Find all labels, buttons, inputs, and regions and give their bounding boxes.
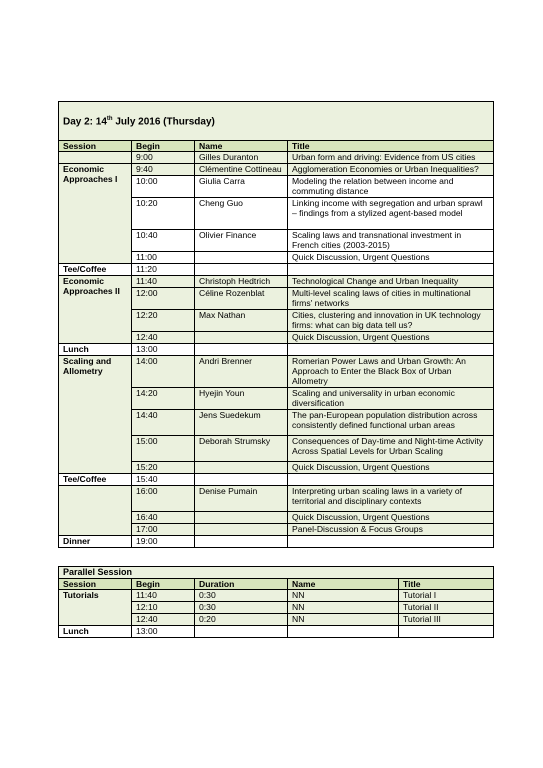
name-cell: Clémentine Cottineau <box>195 164 288 176</box>
begin-cell: 15:00 <box>132 436 195 462</box>
title-cell <box>288 474 494 486</box>
name-cell: NN <box>288 614 399 626</box>
name-cell: Cheng Guo <box>195 198 288 230</box>
table-row <box>59 164 494 176</box>
title-cell: Romerian Power Laws and Urban Growth: An Approach to Enter the Black Box of Urban Allometry <box>288 356 494 388</box>
begin-cell: 15:40 <box>132 474 195 486</box>
begin-cell: 9:40 <box>132 164 195 176</box>
begin-cell: 17:00 <box>132 524 195 536</box>
header-name: Name <box>288 579 399 590</box>
header-title: Title <box>288 141 494 152</box>
begin-cell: 10:20 <box>132 198 195 230</box>
duration-cell: 0:20 <box>195 614 288 626</box>
begin-cell: 12:40 <box>132 332 195 344</box>
name-cell: Denise Pumain <box>195 486 288 512</box>
session-cell <box>59 152 132 164</box>
begin-cell: 12:20 <box>132 310 195 332</box>
title-cell: Linking income with segregation and urban sprawl – findings from a stylized agent-based model <box>288 198 494 230</box>
title-cell: Tutorial I <box>399 590 494 602</box>
table-row <box>59 590 494 602</box>
table-row <box>59 276 494 288</box>
parallel-title: Parallel Session <box>59 567 494 579</box>
day-heading-sup: th <box>106 116 113 123</box>
table-row <box>59 486 494 512</box>
begin-cell: 11:40 <box>132 276 195 288</box>
session-cell: Tee/Coffee <box>59 474 132 486</box>
table-row <box>59 152 494 164</box>
name-cell <box>195 536 288 548</box>
header-session: Session <box>59 579 132 590</box>
day-heading <box>59 102 494 141</box>
session-cell: Tutorials <box>59 590 132 626</box>
session-cell: Lunch <box>59 344 132 356</box>
parallel-session-table <box>58 566 494 638</box>
header-name: Name <box>195 141 288 152</box>
day-2-schedule-table <box>58 101 494 548</box>
begin-cell: 12:40 <box>132 614 195 626</box>
title-cell <box>288 536 494 548</box>
title-cell: Quick Discussion, Urgent Questions <box>288 512 494 524</box>
begin-cell: 14:40 <box>132 410 195 436</box>
parallel-header-row <box>59 579 494 590</box>
session-cell: Scaling and Allometry <box>59 356 132 474</box>
title-cell: Agglomeration Economies or Urban Inequalities? <box>288 164 494 176</box>
name-cell: Olivier Finance <box>195 230 288 252</box>
title-cell: Cities, clustering and innovation in UK technology firms: what can big data tell us? <box>288 310 494 332</box>
name-cell <box>195 344 288 356</box>
begin-cell: 10:00 <box>132 176 195 198</box>
name-cell: Andri Brenner <box>195 356 288 388</box>
title-cell: Tutorial III <box>399 614 494 626</box>
session-cell: Tee/Coffee <box>59 264 132 276</box>
title-cell: Multi-level scaling laws of cities in multinational firms' networks <box>288 288 494 310</box>
session-cell <box>59 486 132 536</box>
session-cell: Economic Approaches II <box>59 276 132 344</box>
name-cell: Jens Suedekum <box>195 410 288 436</box>
title-cell: Quick Discussion, Urgent Questions <box>288 332 494 344</box>
name-cell: Gilles Duranton <box>195 152 288 164</box>
title-cell: Modeling the relation between income and commuting distance <box>288 176 494 198</box>
day-heading-prefix: Day 2: 14 <box>63 116 107 128</box>
title-cell: Panel-Discussion & Focus Groups <box>288 524 494 536</box>
title-cell: Quick Discussion, Urgent Questions <box>288 462 494 474</box>
header-session: Session <box>59 141 132 152</box>
title-cell: Urban form and driving: Evidence from US cities <box>288 152 494 164</box>
header-duration: Duration <box>195 579 288 590</box>
begin-cell: 15:20 <box>132 462 195 474</box>
begin-cell: 9:00 <box>132 152 195 164</box>
name-cell: NN <box>288 602 399 614</box>
name-cell <box>195 512 288 524</box>
title-cell <box>399 626 494 638</box>
name-cell: Deborah Strumsky <box>195 436 288 462</box>
table-row <box>59 344 494 356</box>
begin-cell: 12:00 <box>132 288 195 310</box>
title-cell <box>288 344 494 356</box>
begin-cell: 13:00 <box>132 626 195 638</box>
begin-cell: 11:00 <box>132 252 195 264</box>
name-cell <box>288 626 399 638</box>
begin-cell: 16:00 <box>132 486 195 512</box>
name-cell: NN <box>288 590 399 602</box>
title-cell: Consequences of Day-time and Night-time Activity Across Spatial Levels for Urban Scaling <box>288 436 494 462</box>
title-cell: Quick Discussion, Urgent Questions <box>288 252 494 264</box>
session-cell: Dinner <box>59 536 132 548</box>
day-heading-suffix: July 2016 (Thursday) <box>112 116 215 128</box>
table-row <box>59 474 494 486</box>
name-cell <box>195 332 288 344</box>
duration-cell: 0:30 <box>195 602 288 614</box>
duration-cell <box>195 626 288 638</box>
begin-cell: 19:00 <box>132 536 195 548</box>
name-cell: Christoph Hedtrich <box>195 276 288 288</box>
begin-cell: 14:20 <box>132 388 195 410</box>
table-row <box>59 536 494 548</box>
header-title: Title <box>399 579 494 590</box>
column-header-row <box>59 141 494 152</box>
header-begin: Begin <box>132 579 195 590</box>
begin-cell: 12:10 <box>132 602 195 614</box>
table-row <box>59 626 494 638</box>
name-cell <box>195 524 288 536</box>
title-cell: Scaling and universality in urban economic diversification <box>288 388 494 410</box>
title-cell <box>288 264 494 276</box>
name-cell: Giulia Carra <box>195 176 288 198</box>
session-cell: Economic Approaches I <box>59 164 132 264</box>
parallel-title-row <box>59 567 494 579</box>
begin-cell: 14:00 <box>132 356 195 388</box>
begin-cell: 16:40 <box>132 512 195 524</box>
duration-cell: 0:30 <box>195 590 288 602</box>
table-row <box>59 356 494 388</box>
name-cell <box>195 462 288 474</box>
name-cell <box>195 252 288 264</box>
title-cell: Interpreting urban scaling laws in a variety of territorial and disciplinary contexts <box>288 486 494 512</box>
name-cell: Hyejin Youn <box>195 388 288 410</box>
table-row <box>59 264 494 276</box>
begin-cell: 10:40 <box>132 230 195 252</box>
header-begin: Begin <box>132 141 195 152</box>
name-cell: Max Nathan <box>195 310 288 332</box>
name-cell <box>195 264 288 276</box>
session-cell: Lunch <box>59 626 132 638</box>
begin-cell: 11:20 <box>132 264 195 276</box>
title-cell: Technological Change and Urban Inequality <box>288 276 494 288</box>
title-cell: The pan-European population distribution across consistently defined functional urban areas <box>288 410 494 436</box>
title-cell: Tutorial II <box>399 602 494 614</box>
begin-cell: 13:00 <box>132 344 195 356</box>
begin-cell: 11:40 <box>132 590 195 602</box>
name-cell <box>195 474 288 486</box>
day-header-row <box>59 102 494 141</box>
title-cell: Scaling laws and transnational investment in French cities (2003-2015) <box>288 230 494 252</box>
name-cell: Céline Rozenblat <box>195 288 288 310</box>
